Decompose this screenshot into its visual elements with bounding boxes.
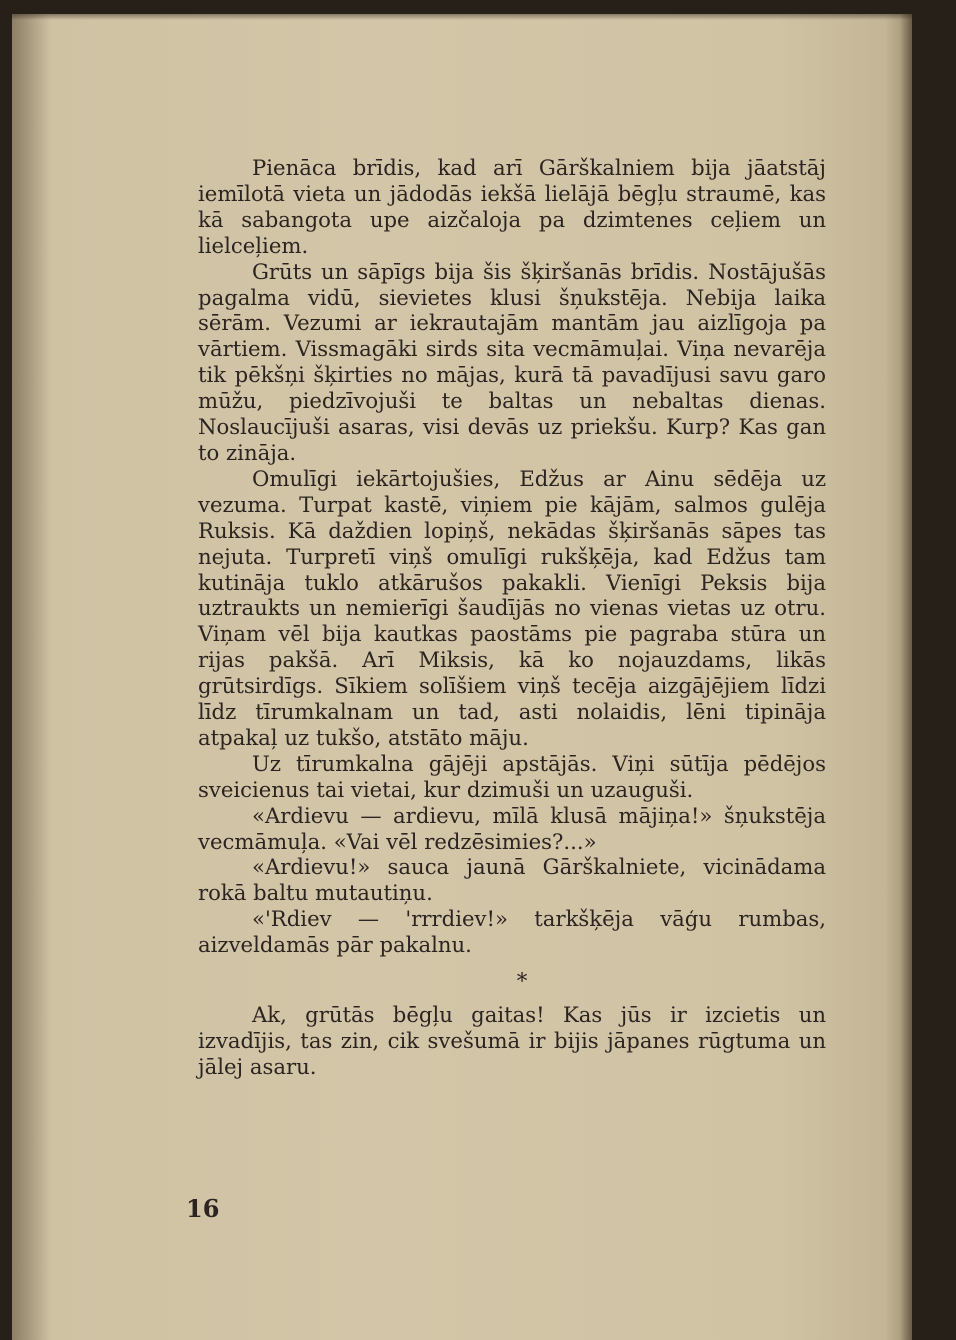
closing-paragraph: Ak, grūtās bēgļu gaitas! Kas jūs ir izcietis un izvadījis, tas zin, cik svešumā ir bijis jāpanes rūgtuma un jālej asaru. [198,1002,826,1079]
paragraph-1: Pienāca brīdis, kad arī Gārškalniem bija jāatstāj iemīlotā vieta un jādodās iekšā lielājā bēgļu straumē, kas kā sabangota upe aizčaloja pa dzimtenes ceļiem un lielceļiem. [198,155,826,258]
book-page [12,14,912,1340]
page-top-shadow [12,14,912,20]
paragraph-5: «Ardievu — ardievu, mīlā klusā mājiņa!» šņukstēja vecmāmuļa. «Vai vēl redzēsimies?...» [198,802,826,854]
paragraph-6: «Ardievu!» sauca jaunā Gārškalniete, vicinādama rokā baltu mutautiņu. [198,854,826,906]
page-number: 16 [186,1194,220,1223]
paragraph-2: Grūts un sāpīgs bija šis šķiršanās brīdis. Nostājušās pagalma vidū, sievietes klusi šņukstēja. Nebija laika sērām. Vezumi ar iekrautajām mantām jau aizlīgoja pa vārtiem. Vissmagāki sirds sita vecmāmuļai. Viņa nevarēja tik pēkšņi šķirties no mājas, kurā tā pavadījusi savu garo mūžu, piedzīvojuši te baltas un nebaltas dienas. Noslaucījuši asaras, visi devās uz priekšu. Kurp? Kas gan to zināja. [198,258,826,465]
paragraph-7: «'Rdiev — 'rrrdiev!» tarkšķēja vāģu rumbas, aizveldamās pār pakalnu. [198,906,826,958]
page-text [198,155,826,1080]
section-separator: * [516,968,528,994]
paragraph-3: Omulīgi iekārtojušies, Edžus ar Ainu sēdēja uz vezuma. Turpat kastē, viņiem pie kājām, salmos gulēja Ruksis. Kā daždien lopiņš, nekādas šķiršanās sāpes tas nejuta. Turpretī viņš omulīgi rukšķēja, kad Edžus tam kutināja tuklo atkārušos pakakli. Vienīgi Peksis bija uztraukts un nemierīgi šaudījās no vienas vietas uz otru. Viņam vēl bija kautkas paostāms pie pagraba stūra un rijas pakšā. Arī Miksis, kā ko nojauzdams, likās grūtsirdīgs. Sīkiem solīšiem viņš tecēja aizgājējiem līdzi līdz tīrumkalnam un tad, asti nolaidis, lēni tipināja atpakaļ uz tukšo, atstāto māju. [198,465,826,750]
paragraph-4: Uz tīrumkalna gājēji apstājās. Viņi sūtīja pēdējos sveicienus tai vietai, kur dzimuši un uzauguši. [198,750,826,802]
page-right-shadow [900,14,912,1340]
